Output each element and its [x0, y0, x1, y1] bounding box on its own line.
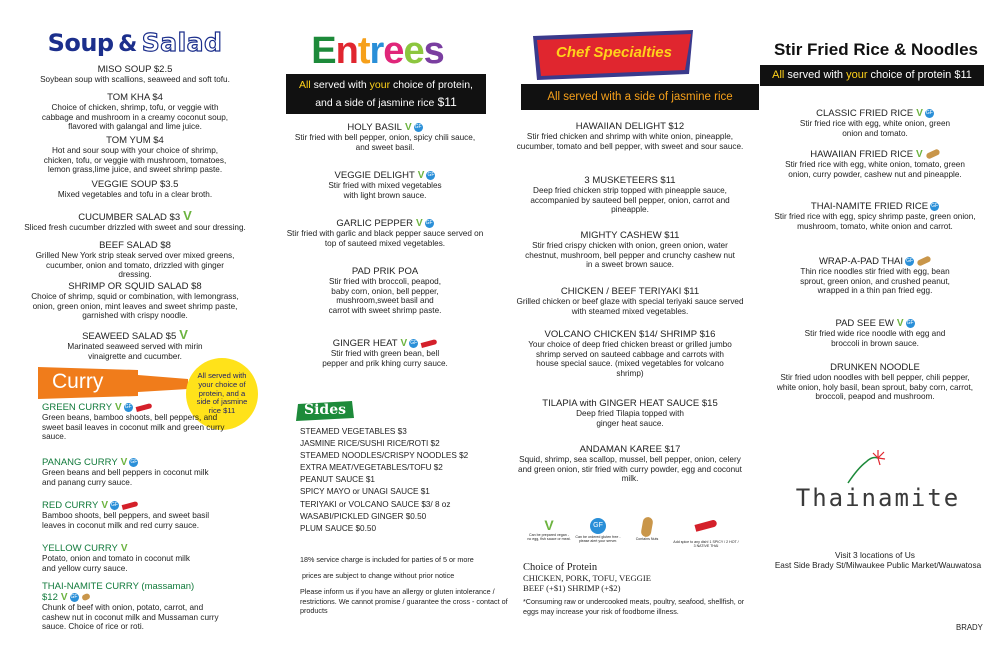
menu-item	[42, 402, 240, 442]
entrees-title-letter: r	[369, 30, 384, 72]
item-desc: Stir fried with green bean, bell pepper and prik khing curry sauce.	[322, 349, 448, 368]
entrees-column	[270, 0, 515, 647]
gluten-free-icon: GF	[130, 458, 138, 465]
menu-item	[0, 179, 270, 200]
item-desc: Your choice of deep fried chicken breast or grilled jumbo shrimp served on sauteed cabbage and carrots with house special sauce. (mixed vegetables for volcano shrimp)	[528, 340, 732, 379]
menu-item	[515, 444, 745, 484]
sides-item: SPICY MAYO or UNAGI SAUCE $1	[300, 487, 430, 497]
item-name: 3 MUSKETEERS $11	[584, 175, 676, 186]
entrees-title-letter: e	[403, 30, 424, 72]
salad-title-word: Salad	[141, 28, 223, 57]
menu-item	[0, 327, 270, 361]
item-name: VEGGIE SOUP $3.5	[91, 179, 179, 190]
item-desc: Choice of chicken, shrimp, tofu, or veggie with cabbage and mushroom in a creamy coconut soup, flavored with galangal and lime juice.	[41, 103, 229, 132]
item-desc: Squid, shrimp, sea scallop, mussel, bell pepper, onion, celery and green onion, stir fried with curry powder, egg and coconut milk.	[518, 455, 742, 484]
item-desc: Marinated seaweed served with mirin vinaigrette and cucumber.	[67, 342, 203, 361]
stir-fried-title: Stir Fried Rice & Noodles	[773, 40, 979, 59]
menu-item	[0, 240, 270, 280]
footer-label: BRADY	[956, 623, 983, 632]
gluten-free-icon: GF	[124, 403, 132, 410]
menu-item	[515, 329, 745, 379]
soup-title-word: Soup	[47, 29, 114, 57]
curry-circle-text: All served with your choice of protein, and a side of jasmine rice $11	[196, 371, 248, 416]
item-name: GINGER HEAT V GF	[270, 338, 500, 349]
entrees-banner-line2: and a side of jasmine rice $11	[315, 95, 457, 110]
gluten-free-icon: GF	[931, 202, 939, 209]
menu-item	[0, 135, 270, 175]
item-name: TOM KHA $4	[107, 92, 163, 103]
item-name: PANANG CURRY V GF	[42, 457, 138, 468]
menu-item	[0, 208, 270, 233]
protein-title: Choice of Protein	[523, 562, 598, 573]
item-name: DRUNKEN NOODLE	[830, 362, 920, 373]
item-desc: Grilled chicken or beef glaze with special teriyaki sauce served with steamed mixed vegetables.	[516, 297, 744, 316]
vegan-icon: V	[544, 517, 554, 533]
menu-item	[42, 457, 210, 487]
item-name: TILAPIA with GINGER HEAT SAUCE $15	[542, 398, 718, 409]
gluten-free-icon: GF	[925, 109, 933, 116]
item-name: CLASSIC FRIED RICE V GF	[816, 108, 933, 119]
item-name: PAD PRIK POA	[351, 266, 419, 277]
legend-gf	[575, 517, 621, 544]
item-name: THAI-NAMITE CURRY (massaman) $12 V GF	[42, 581, 195, 603]
entrees-banner	[286, 74, 486, 114]
peanut-icon	[640, 516, 653, 537]
entrees-title-letter: s	[423, 30, 444, 72]
curry-title: Curry	[52, 370, 104, 393]
sides-item: STEAMED VEGETABLES $3	[300, 427, 407, 436]
item-name: GREEN CURRY V GF	[42, 402, 240, 413]
menu-item	[770, 362, 980, 402]
gluten-free-icon: GF	[590, 518, 606, 534]
thainamite-logo	[788, 448, 968, 518]
sides-item: PEANUT SAUCE $1	[300, 475, 375, 485]
vegan-icon: V	[115, 402, 122, 413]
location-list: East Side Brady St/Milwaukee Public Market/Wauwatosa	[774, 561, 982, 570]
item-desc: Sliced fresh cucumber drizzled with sweet and sour dressing.	[24, 223, 246, 232]
menu-item	[515, 121, 745, 151]
entrees-title-letters	[311, 30, 443, 72]
peanut-icon	[916, 256, 931, 267]
vegan-icon: V	[404, 122, 412, 133]
legend-text: Contains Nuts	[635, 537, 659, 541]
menu-item	[42, 500, 220, 530]
vegan-icon: V	[916, 149, 923, 160]
curry-banner	[38, 367, 188, 399]
entrees-title-letter: n	[335, 30, 358, 72]
sides-item: WASABI/PICKLED GINGER $0.50	[300, 511, 427, 521]
peanut-icon	[925, 149, 940, 160]
stir-fried-banner: All served with your choice of protein $11	[760, 65, 984, 86]
item-desc: Choice of shrimp, squid or combination, with lemongrass, onion, green onion, mint leaves and sweet shrimp paste, garnished with crispy noodle.	[31, 292, 239, 321]
item-desc: Thin rice noodles stir fried with egg, bean sprout, green onion, and crushed peanut, wrapped in a thin pan fried egg.	[800, 267, 950, 296]
menu-item	[270, 338, 500, 368]
amp-title: &	[118, 32, 138, 57]
item-desc: Deep fried chicken strip topped with pineapple sauce, accompanied by sauteed bell pepper, onion, carrot and pineapple.	[530, 186, 730, 215]
vegan-icon: V	[896, 318, 904, 329]
chef-banner: All served with a side of jasmine rice	[521, 84, 759, 110]
vegan-icon: V	[400, 338, 408, 349]
item-name: GARLIC PEPPER V GF	[336, 218, 433, 229]
sides-item: TERIYAKI or VOLCANO SAUCE $3/ 8 oz	[300, 499, 451, 509]
item-desc: Stir fried with mixed vegetables with light brown sauce.	[328, 181, 442, 200]
menu-item	[0, 281, 270, 321]
protein-line1: CHICKEN, PORK, TOFU, VEGGIE	[523, 573, 651, 583]
item-name: CHICKEN / BEEF TERIYAKI $11	[560, 286, 700, 297]
item-name: VOLCANO CHICKEN $14/ SHRIMP $16	[544, 329, 716, 340]
vegan-icon: V	[120, 457, 128, 468]
entrees-title-letter: E	[311, 30, 336, 72]
item-name: WRAP-A-PAD THAI GF	[770, 256, 980, 267]
item-name: CUCUMBER SALAD $3 V	[78, 208, 192, 223]
item-desc: Stir fried udon noodles with bell pepper, chili pepper, white onion, holy basil, bean sprout, baby corn, carrot, broccoli, peapod and mushroom.	[776, 373, 974, 402]
chef-title-banner	[533, 30, 693, 80]
vegan-icon: V	[120, 543, 128, 554]
item-name: SHRIMP OR SQUID SALAD $8	[68, 281, 202, 292]
price-change-note: prices are subject to change without prior notice	[302, 571, 455, 580]
item-desc: Stir fried rice with egg, spicy shrimp paste, green onion, mushroom, tomato, white onion and carrot.	[774, 212, 976, 231]
item-desc: Green beans and bell peppers in coconut milk and panang curry sauce.	[42, 468, 209, 487]
stir-fried-column	[760, 0, 1000, 647]
menu-item	[0, 92, 270, 132]
item-name: BEEF SALAD $8	[99, 240, 171, 251]
entrees-title-letter: e	[383, 30, 404, 72]
item-name: TOM YUM $4	[106, 135, 164, 146]
allergy-note: Please inform us if you have an allergy or gluten intolerance / restrictions. We cannot promise / guarantee the cross - contact of products	[300, 587, 508, 616]
entrees-banner-line1: All served with your choice of protein,	[299, 79, 473, 91]
item-name: ANDAMAN KAREE $17	[579, 444, 681, 455]
menu-item	[270, 218, 500, 248]
vegan-icon: V	[60, 592, 68, 603]
item-desc: Potato, onion and tomato in coconut milk and yellow curry sauce.	[42, 554, 190, 573]
soup-salad-column	[0, 0, 270, 647]
legend-text: Can be ordered gluten free - please alert your server.	[575, 535, 621, 544]
menu-item	[515, 230, 745, 270]
item-name: PAD SEE EW V GF	[835, 318, 914, 329]
soup-salad-title	[0, 28, 270, 57]
consumption-warning: *Consuming raw or undercooked meats, poultry, seafood, shellfish, or eggs may increase your risk of foodborne illness.	[523, 597, 745, 616]
menu-item	[515, 175, 745, 215]
sides-item: PLUM SAUCE $0.50	[300, 523, 376, 533]
protein-choice	[523, 562, 753, 593]
menu-item	[515, 286, 745, 316]
vegan-icon: V	[417, 170, 425, 181]
chili-icon	[135, 403, 152, 412]
logo-text: Thainamite	[795, 484, 961, 512]
item-desc: Deep fried Tilapia topped with ginger heat sauce.	[576, 409, 684, 428]
item-desc: Chunk of beef with onion, potato, carrot, and cashew nut in coconut milk and Mussaman curry sauce. Choice of rice or roti.	[42, 603, 219, 632]
menu-item	[770, 149, 980, 179]
item-desc: Stir fried with bell pepper, onion, spicy chili sauce, and sweet basil.	[294, 133, 476, 152]
item-desc: Grilled New York strip steak served over mixed greens, cucumber, onion and tomato, drizzled with ginger dressing.	[35, 251, 235, 280]
menu-item	[770, 256, 980, 296]
item-name: YELLOW CURRY V	[42, 543, 128, 554]
menu-item	[270, 170, 500, 200]
item-desc: Stir fried crispy chicken with onion, green onion, water chestnut, mushroom, bell pepper and crunchy cashew nut in a sweet brown sauce.	[525, 241, 735, 270]
item-desc: Green beans, bamboo shoots, bell peppers, and sweet basil leaves in coconut milk and green curry sauce.	[42, 413, 225, 442]
item-desc: Bamboo shoots, bell peppers, and sweet basil leaves in coconut milk and red curry sauce.	[42, 511, 210, 530]
service-charge-note: 18% service charge is included for parties of 5 or more	[300, 555, 474, 564]
item-desc: Soybean soup with scallions, seaweed and soft tofu.	[40, 75, 230, 84]
gluten-free-icon: GF	[70, 593, 78, 600]
chef-title: Chef Specialties	[556, 44, 672, 61]
protein-line2: BEEF (+$1) SHRIMP (+$2)	[523, 583, 621, 593]
item-name: MISO SOUP $2.5	[97, 64, 173, 75]
menu-item	[515, 398, 745, 428]
item-name: HOLY BASIL V GF	[347, 122, 422, 133]
chef-specialties-column	[515, 0, 760, 647]
legend-text: Can be prepared vegan - no egg, fish sauce or meat.	[527, 533, 571, 542]
gluten-free-icon: GF	[906, 319, 914, 326]
menu-item	[770, 318, 980, 348]
entrees-title	[270, 30, 485, 73]
vegan-icon: V	[415, 218, 423, 229]
item-name: HAWAIIAN FRIED RICE V	[770, 149, 980, 160]
vegan-icon: V	[101, 500, 108, 511]
legend-chili	[673, 517, 739, 549]
menu-item	[270, 122, 500, 152]
vegan-icon: V	[183, 208, 192, 223]
item-desc: Stir fried with garlic and black pepper sauce served on top of sauteed mixed vegetables.	[286, 229, 484, 248]
sides-title	[296, 401, 354, 421]
vegan-icon: V	[179, 327, 188, 342]
item-desc: Stir fried chicken and shrimp with white onion, pineapple, cucumber, tomato and bell pepper, with sweet and sour sauce.	[516, 132, 744, 151]
gluten-free-icon: GF	[111, 501, 118, 508]
menu-item	[42, 543, 190, 573]
gluten-free-icon: GF	[425, 219, 433, 226]
gluten-free-icon: GF	[410, 339, 418, 346]
item-desc: Mixed vegetables and tofu in a clear broth.	[57, 190, 213, 199]
sides-item: STEAMED NOODLES/CRISPY NOODLES $2	[300, 451, 469, 461]
item-name: SEAWEED SALAD $5 V	[82, 327, 188, 342]
peanut-icon	[81, 593, 91, 602]
item-name: VEGGIE DELIGHT V GF	[334, 170, 435, 181]
item-desc: Stir fried wide rice noodle with egg and broccoli in brown sauce.	[804, 329, 946, 348]
chili-icon	[694, 520, 717, 532]
menu-item	[270, 266, 500, 316]
menu-item	[770, 201, 980, 231]
item-desc: Hot and sour soup with your choice of shrimp, chicken, tofu, or veggie with mushroom, tomatoes, lemon grass,lime juice, and sweet shrimp paste.	[43, 146, 227, 175]
sides-item: JASMINE RICE/SUSHI RICE/ROTI $2	[300, 439, 440, 449]
item-desc: Stir fried rice with egg, white onion, tomato, green onion, curry powder, cashew nut and pineapple.	[785, 160, 965, 179]
item-desc: Stir fried rice with egg, white onion, green onion and tomato.	[799, 119, 951, 138]
sides-item: EXTRA MEAT/VEGETABLES/TOFU $2	[300, 463, 443, 473]
vegan-icon: V	[916, 108, 923, 119]
item-name: THAI-NAMITE FRIED RICE GF	[810, 201, 939, 212]
item-name: MIGHTY CASHEW $11	[580, 230, 680, 241]
gluten-free-icon: GF	[906, 257, 914, 264]
item-name: RED CURRY V GF	[42, 500, 220, 511]
menu-item	[42, 581, 220, 632]
menu-item	[770, 108, 980, 138]
sides-title-text: Sides	[304, 402, 347, 418]
legend-peanut	[625, 517, 669, 541]
item-desc: Stir fried with broccoli, peapod, baby corn, onion, bell pepper, mushroom,sweet basil and carrot with sweet shrimp paste.	[328, 277, 442, 316]
chili-icon	[421, 339, 438, 348]
entrees-title-letter: t	[357, 30, 370, 72]
menu-item	[0, 64, 270, 85]
visit-locations: Visit 3 locations of Us	[835, 550, 915, 560]
gluten-free-icon: GF	[427, 171, 435, 178]
legend-vegan	[527, 517, 571, 542]
legend-text: Add spice to any dish! 1 SPICY / 2 HOT / 3 NATIVE THAI	[673, 540, 739, 549]
dietary-legend	[527, 517, 737, 561]
sides-list	[300, 426, 510, 535]
item-name: HAWAIIAN DELIGHT $12	[575, 121, 685, 132]
chili-icon	[122, 501, 139, 510]
gluten-free-icon: GF	[414, 123, 422, 130]
